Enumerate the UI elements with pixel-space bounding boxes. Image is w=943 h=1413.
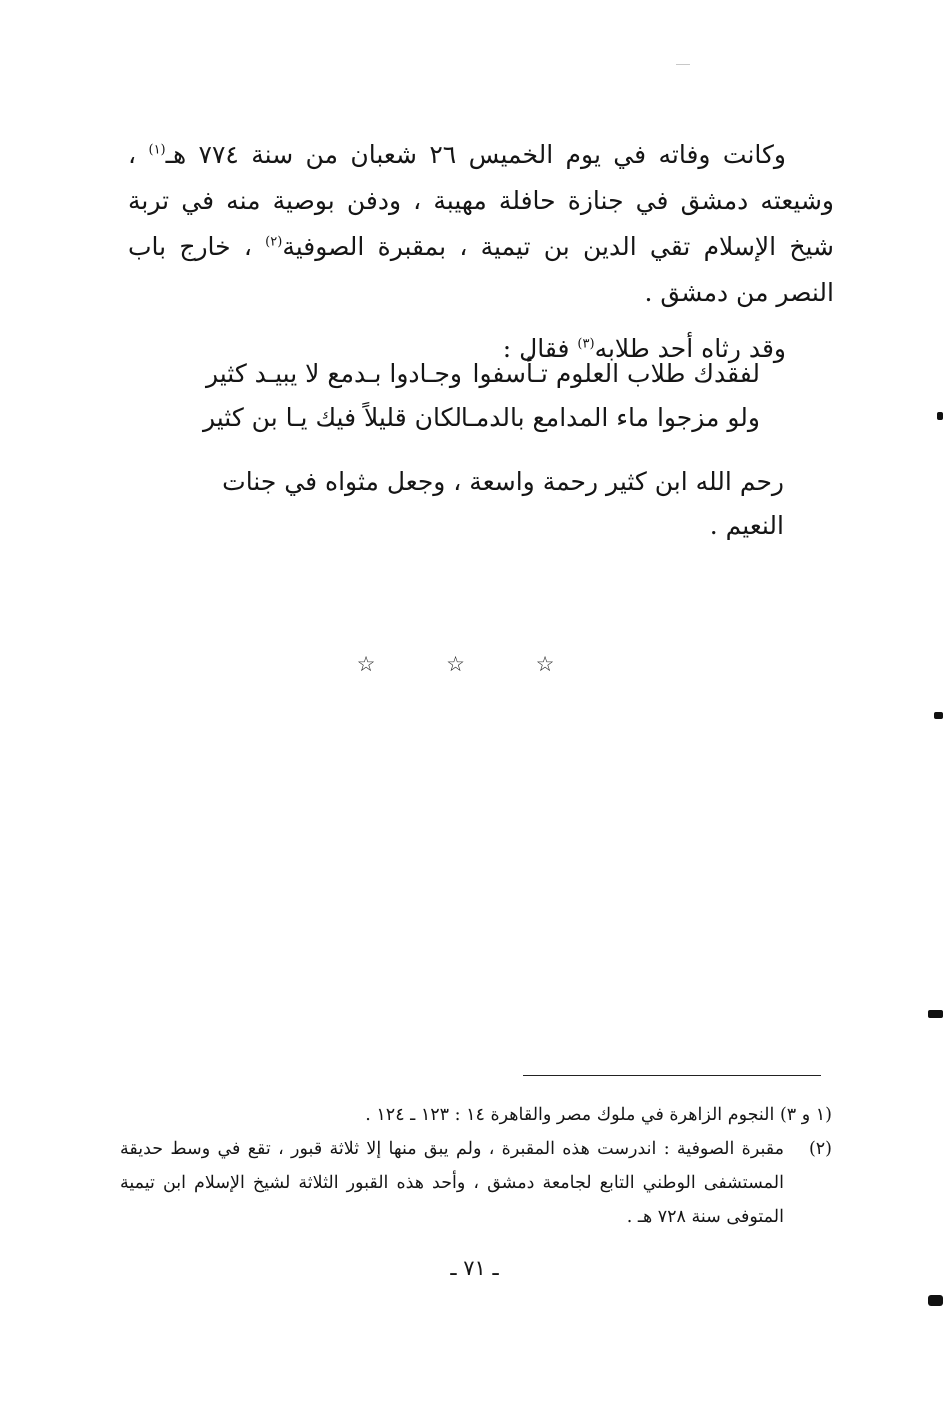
poem-line-1-first-hemistich: لفقدك طلاب العلوم تـأسفوا bbox=[472, 359, 760, 388]
footnote-2 bbox=[120, 1132, 832, 1234]
scan-edge-mark bbox=[937, 412, 943, 420]
scan-speck bbox=[676, 64, 690, 65]
footnote-ref-3: (٣) bbox=[577, 336, 595, 352]
main-text-block bbox=[128, 132, 834, 372]
scan-edge-mark bbox=[928, 1295, 943, 1306]
footnote-ref-2: (٢) bbox=[265, 234, 283, 250]
footnote-1-3-marker: (١ و ٣) bbox=[779, 1105, 832, 1125]
footnotes-block bbox=[120, 1098, 832, 1234]
footnote-ref-1: (١) bbox=[148, 142, 166, 158]
footnote-divider bbox=[523, 1075, 821, 1076]
poem-second-hemistichs bbox=[200, 352, 462, 440]
footnote-2-text: مقبرة الصوفية : اندرست هذه المقبرة ، ولم يبق منها إلا ثلاثة قبور ، تقع في وسط حديقة المستشفى الوطني التابع لجامعة دمشق ، وأحد هذه القبور الثلاثة لشيخ الإسلام ابن تيمية المتوفى سنة ٧٢٨ هـ . bbox=[120, 1139, 784, 1227]
paragraph2-text-end: فقال : bbox=[502, 334, 578, 363]
footnote-1-3-text: النجوم الزاهرة في ملوك مصر والقاهرة ١٤ : ١٢٣ ـ ١٢٤ . bbox=[365, 1105, 780, 1125]
paragraph1-text-end: ، خارج باب النصر من دمشق . bbox=[128, 232, 834, 307]
poem-line-2-first-hemistich: ولو مزجوا ماء المدامع بالدمـا bbox=[460, 403, 760, 432]
scan-edge-mark bbox=[928, 1010, 943, 1018]
paragraph1-text-middle: ، وشيعته دمشق في جنازة حافلة مهيبة ، ودفن بوصية منه في تربة شيخ الإسلام تقي الدين بن تيمية ، بمقبرة الصوفية bbox=[128, 140, 834, 261]
paragraph-death-burial bbox=[128, 132, 834, 316]
poem-first-hemistichs bbox=[460, 352, 760, 440]
closing-prayer: رحم الله ابن كثير رحمة واسعة ، وجعل مثواه في جنات النعيم . bbox=[222, 467, 784, 540]
footnote-2-marker: (٢) bbox=[808, 1139, 832, 1159]
section-separator-stars: ☆ ☆ ☆ bbox=[356, 652, 587, 676]
footnote-1-3 bbox=[120, 1098, 832, 1132]
poem-line-1-second-hemistich: وجـادوا بـدمع لا يبيـد كثير bbox=[205, 359, 462, 388]
page-number: ـ ٧١ ـ bbox=[450, 1256, 499, 1280]
paragraph1-text-start: وكانت وفاته في يوم الخميس ٢٦ شعبان من سنة ٧٧٤ هـ bbox=[165, 140, 787, 169]
poem-line-2-second-hemistich: لكان قليلاً فيك يـا بن كثير bbox=[202, 403, 462, 432]
scan-edge-mark bbox=[934, 712, 943, 719]
paragraph2-text: وقد رثاه أحد طلابه bbox=[594, 334, 786, 363]
